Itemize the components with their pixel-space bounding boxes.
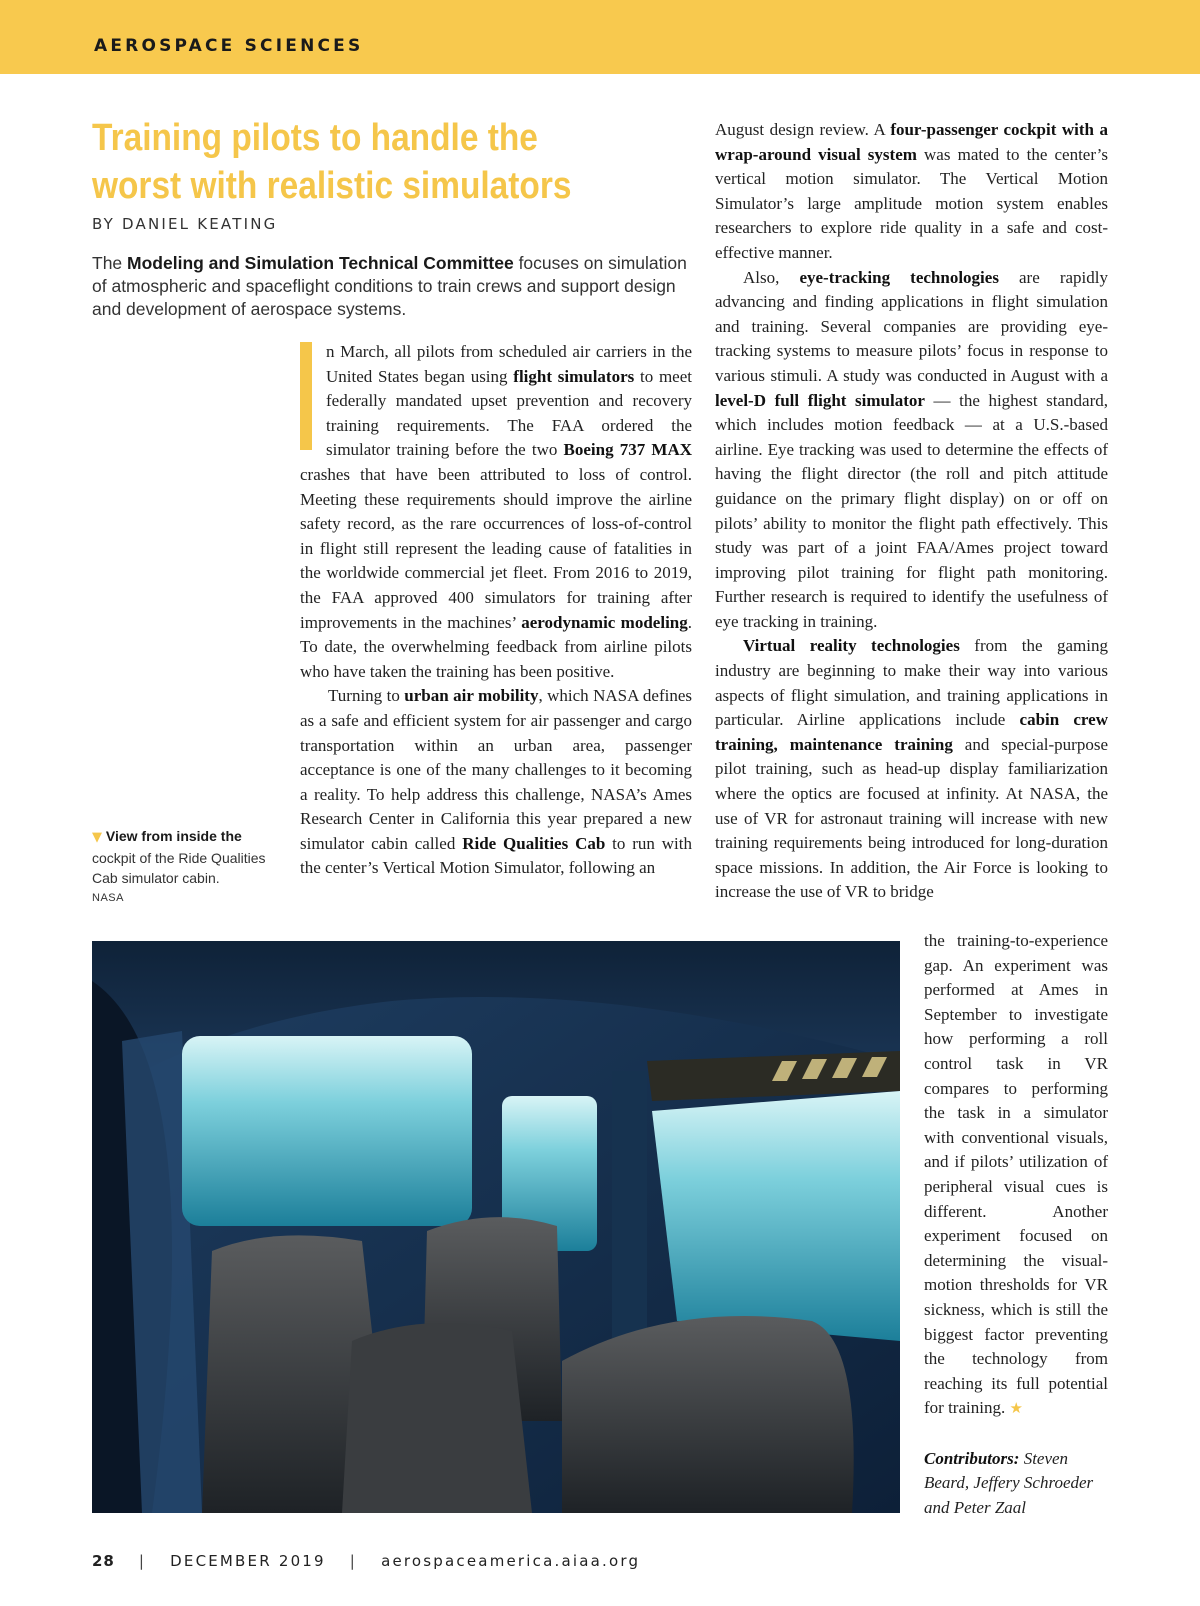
text: are rapidly advancing and finding applications in flight simulation and training. Several companies are providing eye-tracking systems to measure pilots’ focus in response to various stimuli. A study was conducted in August with a [715,267,1108,385]
text: Turning to [328,686,405,706]
highlight: cabin crew training, maintenance training [715,710,1108,754]
highlight: Boeing 737 MAX [563,440,692,460]
photo-caption [92,826,282,888]
paragraph-4 [715,266,1108,635]
section-header-bar [0,0,1200,74]
window-right [652,1091,900,1341]
text: and special-purpose pilot training, such as head-up display familiarization where the optics are focused at infinity. At NASA, the use of VR for astronaut training will increase with new training requirements being introduced for long-duration space missions. In addition, the Air Force is looking to increase the use of VR to bridge [715,734,1108,902]
text: to meet federally mandated upset prevention and recovery training requirements. The FAA ordered the simulator training before the two [326,366,692,460]
triangle-down-icon: ▼ [92,830,102,845]
body-column-3 [924,929,1108,1521]
body-column-2 [715,118,1108,905]
text: , which NASA defines as a safe and efficient system for air passenger and cargo transportation within an urban area, passenger acceptance is one of the many challenges to it becoming a reality. To help address this challenge, NASA’s Ames Research Center in California this year prepared a new simulator cabin called [300,686,692,853]
paragraph-3 [715,118,1108,266]
issue-date: DECEMBER 2019 [170,1552,326,1570]
page-footer [92,1552,640,1570]
article-intro [92,252,702,321]
cockpit-photo [92,941,900,1513]
website-link[interactable]: aerospaceamerica.aiaa.org [381,1552,641,1570]
page-number: 28 [92,1552,115,1570]
contributors-label: Contributors: [924,1448,1020,1468]
end-star-icon: ★ [1009,1399,1023,1418]
paragraph-1 [300,340,692,684]
article-byline: BY DANIEL KEATING [92,215,278,233]
text: the training-to-experience gap. An experiment was performed at Ames in September to investigate how performing a roll control task in VR compares to performing the task in a simulator with conventional visuals, and if pilots’ utilization of peripheral visual cues is different. Another experiment focused on determining the visual-motion thresholds for VR sickness, which is still the biggest factor preventing the technology from reaching its full potential for training. [924,931,1108,1418]
intro-text: The [92,253,128,273]
text: from the gaming industry are beginning to make their way into various aspects of flight simulation, and training applications in particular. Airline applications include [715,636,1108,730]
paragraph-2 [300,684,692,881]
text: Also, [743,267,800,287]
footer-divider: | [349,1552,358,1570]
text: was mated to the center’s vertical motion simulator. The Vertical Motion Simulator’s large amplitude motion system enables researchers to explore ride quality in a safe and cost-effective manner. [715,144,1108,262]
text: n March, all pilots from scheduled air carriers in the United States began using [326,342,692,386]
highlight: four-passenger cockpit with a wrap-around visual system [715,120,1108,164]
highlight: flight simulators [513,366,635,386]
caption-lead: View from inside the [105,828,242,844]
highlight: level-D full flight simulator [715,390,925,410]
window-left [182,1036,472,1226]
highlight: eye-tracking technologies [799,267,999,287]
text: to run with the center’s Vertical Motion Simulator, following an [300,833,692,878]
contributors-names: Steven Beard, Jeffery Schroeder and Peter Zaal [924,1448,1094,1518]
section-label: AEROSPACE SCIENCES [94,36,364,56]
text: crashes that have been attributed to loss of control. Meeting these requirements should improve the airline safety record, as the rare occurrences of loss-of-control in flight still represent the leading cause of fatalities in the worldwide commercial jet fleet. From 2016 to 2019, the FAA approved 400 simulators for training after improvements in the machines’ [300,464,692,632]
photo-credit: NASA [92,892,124,904]
footer-divider: | [138,1552,147,1570]
caption-text: cockpit of the Ride Qualities Cab simulator cabin. [92,850,266,886]
paragraph-5 [715,634,1108,905]
highlight: Ride Qualities Cab [462,833,606,853]
seat-rear-right [562,1316,854,1513]
highlight: aerodynamic modeling [521,612,688,632]
body-column-1 [300,340,692,881]
text: . To date, the overwhelming feedback from airline pilots who have taken the training has been positive. [300,612,692,681]
cockpit-illustration [92,941,900,1513]
committee-name: Modeling and Simulation Technical Committee [127,253,514,273]
seat-rear-left [342,1323,532,1513]
article-title: Training pilots to handle the worst with realistic simulators [92,117,572,207]
text: — the highest standard, which includes motion feedback — at a U.S.-based airline. Eye tracking was used to determine the effects of having the flight director (the roll and pitch attitude guidance on the primary flight display) on or off on pilots’ ability to monitor the flight path effectively. This study was part of a joint FAA/Ames project toward improving pilot training for flight path monitoring. Further research is required to identify the usefulness of eye tracking in training. [715,390,1108,631]
highlight: Virtual reality technologies [743,636,960,656]
highlight: urban air mobility [404,686,539,706]
paragraph-6 [924,929,1108,1421]
text: August design review. A [715,120,891,139]
drop-cap-bar [300,342,312,450]
contributors [924,1447,1108,1521]
intro-text-rest: focuses on simulation of atmospheric and spaceflight conditions to train crews and support design and development of aerospace systems. [92,253,687,319]
